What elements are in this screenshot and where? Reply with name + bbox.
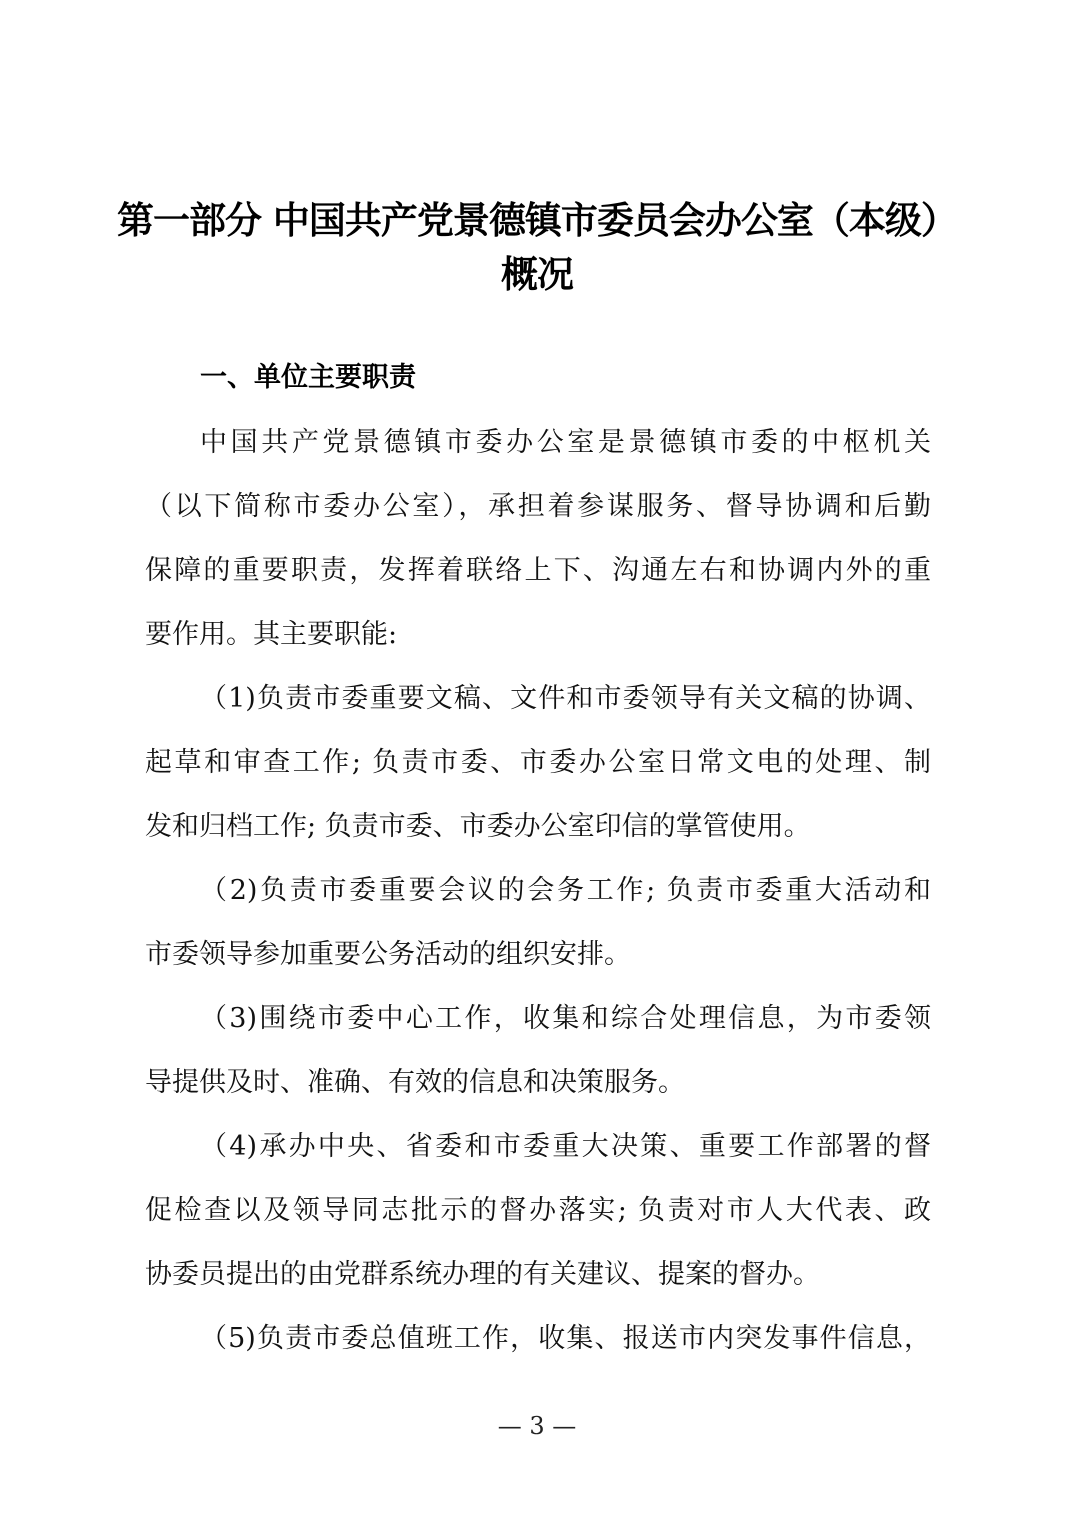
- paragraph-line: 促检查以及领导同志批示的督办落实; 负责对市人大代表、政: [145, 1195, 931, 1226]
- paragraph-line: 协委员提出的由党群系统办理的有关建议、提案的督办。: [145, 1259, 820, 1290]
- section-heading: 一、单位主要职责: [200, 362, 416, 393]
- page-number: — 3 —: [497, 1412, 577, 1440]
- paragraph-line: （3)围绕市委中心工作，收集和综合处理信息，为市委领: [200, 1003, 931, 1034]
- paragraph-line: （4)承办中央、省委和市委重大决策、重要工作部署的督: [200, 1131, 931, 1162]
- paragraph-line: 导提供及时、准确、有效的信息和决策服务。: [145, 1067, 685, 1098]
- paragraph-line: 市委领导参加重要公务活动的组织安排。: [145, 939, 631, 970]
- page-title: 第一部分 中国共产党景德镇市委员会办公室（本级）: [117, 199, 957, 242]
- paragraph-line: 发和归档工作; 负责市委、市委办公室印信的掌管使用。: [145, 811, 811, 842]
- paragraph-line: 中国共产党景德镇市委办公室是景德镇市委的中枢机关: [200, 427, 931, 458]
- paragraph-line: （以下简称市委办公室），承担着参谋服务、督导协调和后勤: [145, 491, 931, 522]
- paragraph-line: （2)负责市委重要会议的会务工作; 负责市委重大活动和: [200, 875, 931, 906]
- paragraph-line: （1)负责市委重要文稿、文件和市委领导有关文稿的协调、: [200, 683, 931, 714]
- paragraph-line: 要作用。其主要职能:: [145, 619, 398, 650]
- paragraph-line: （5)负责市委总值班工作，收集、报送市内突发事件信息，: [200, 1323, 931, 1354]
- page-title-line2: 概况: [501, 253, 573, 296]
- paragraph-line: 保障的重要职责，发挥着联络上下、沟通左右和协调内外的重: [145, 555, 931, 586]
- paragraph-line: 起草和审查工作; 负责市委、市委办公室日常文电的处理、制: [145, 747, 931, 778]
